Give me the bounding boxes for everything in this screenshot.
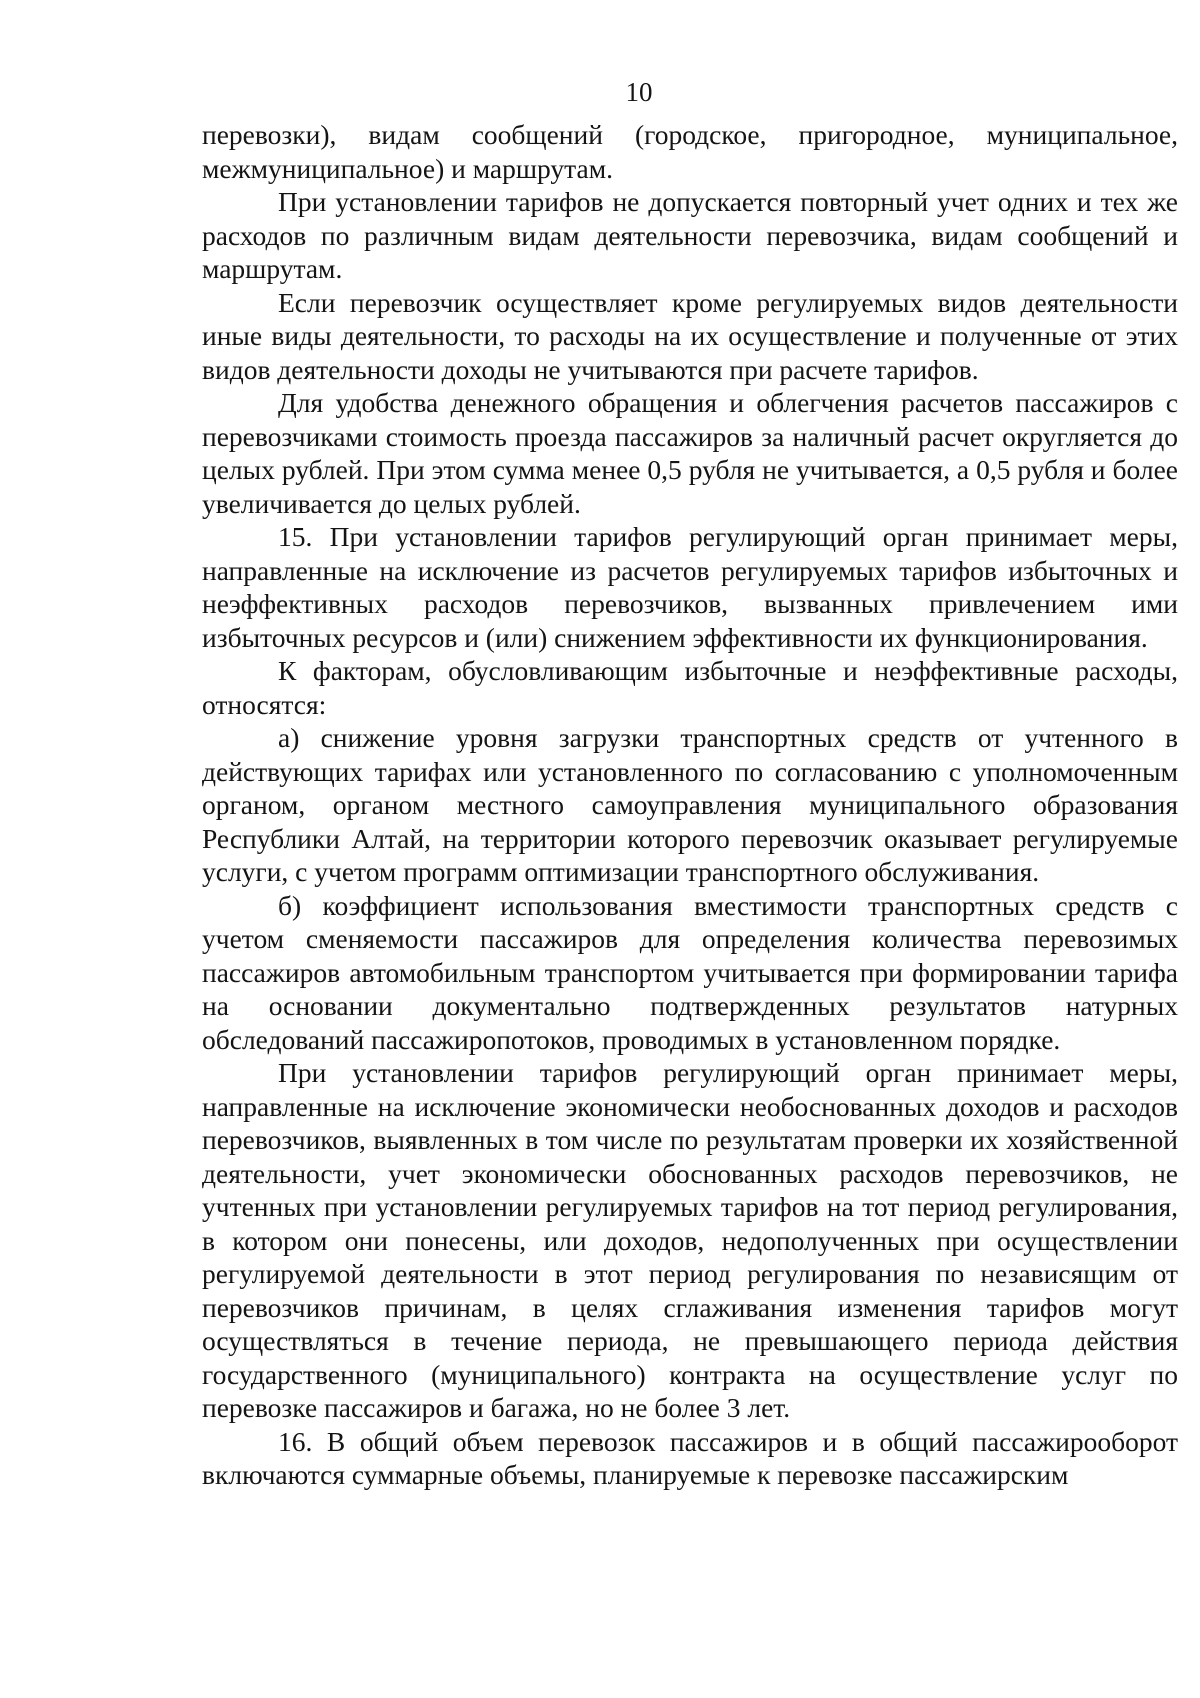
paragraph-clause-16: 16. В общий объем перевозок пассажиров и в общий пассажирооборот включаются суммарные объемы, планируемые к перевозке пассажирским xyxy=(202,1425,1178,1490)
paragraph-clause-15: 15. При установлении тарифов регулирующий орган принимает меры, направленные на исключение из расчетов регулируемых тарифов избыточных и неэффективных расходов перевозчиков, вызванных привлечением ими избыточных ресурсов и (или) снижением эффективности их функционирования. xyxy=(202,521,1178,653)
paragraph-fare-rounding: Для удобства денежного обращения и облегчения расчетов пассажиров с перевозчиками стоимость проезда пассажиров за наличный расчет округляется до целых рублей. При этом сумма менее 0,5 рубля не учитывается, а 0,5 рубля и более увеличивается до целых рублей. xyxy=(202,387,1178,519)
document-body xyxy=(202,118,1178,1492)
paragraph-factor-a: а) снижение уровня загрузки транспортных средств от учтенного в действующих тарифах или установленного по согласованию с уполномоченным органом, органом местного самоуправления муниципального образования Республики Алтай, на территории которого перевозчик оказывает регулируемые услуги, с учетом программ оптимизации транспортного обслуживания. xyxy=(202,722,1178,887)
paragraph-other-activities: Если перевозчик осуществляет кроме регулируемых видов деятельности иные виды деятельности, то расходы на их осуществление и полученные от этих видов деятельности доходы не учитываются при расчете тарифов. xyxy=(202,286,1178,385)
paragraph-smoothing-measures: При установлении тарифов регулирующий орган принимает меры, направленные на исключение экономически необоснованных доходов и расходов перевозчиков, выявленных в том числе по результатам проверки их хозяйственной деятельности, учет экономически обоснованных расходов перевозчиков, не учтенных при установлении регулируемых тарифов на тот период регулирования, в котором они понесены, или доходов, недополученных при осуществлении регулируемой деятельности в этот период регулирования по независящим от перевозчиков причинам, в целях сглаживания изменения тарифов могут осуществляться в течение периода, не превышающего периода действия государственного (муниципального) контракта на осуществление услуг по перевозке пассажиров и багажа, но не более 3 лет. xyxy=(202,1057,1178,1423)
paragraph-no-double-counting: При установлении тарифов не допускается повторный учет одних и тех же расходов по различным видам деятельности перевозчика, видам сообщений и маршрутам. xyxy=(202,186,1178,284)
paragraph-continuation: перевозки), видам сообщений (городское, пригородное, муниципальное, межмуниципальное) и маршрутам. xyxy=(202,119,1178,184)
paragraph-factor-b: б) коэффициент использования вместимости транспортных средств с учетом сменяемости пассажиров для определения количества перевозимых пассажиров автомобильным транспортом учитывается при формировании тарифа на основании документально подтвержденных результатов натурных обследований пассажиропотоков, проводимых в установленном порядке. xyxy=(202,889,1178,1055)
page-number: 10 xyxy=(625,77,653,107)
paragraph-factors-intro: К факторам, обусловливающим избыточные и неэффективные расходы, относятся: xyxy=(202,655,1178,720)
